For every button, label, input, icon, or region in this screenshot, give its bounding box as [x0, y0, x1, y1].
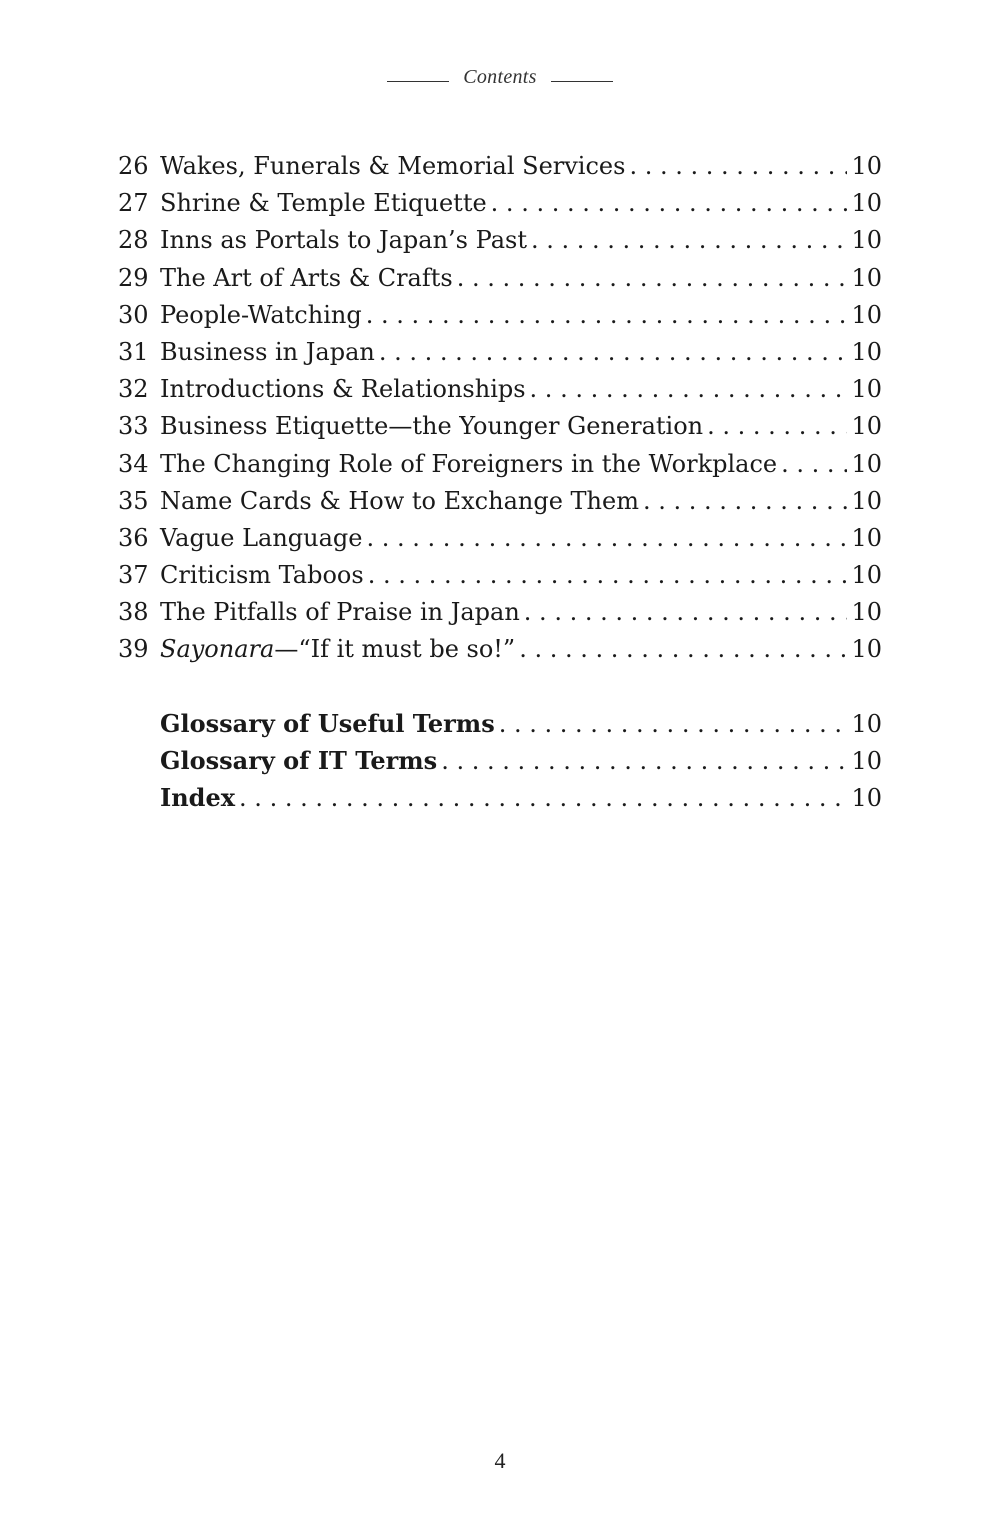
page-number: 10: [851, 337, 882, 366]
toc-entry[interactable]: [118, 594, 882, 631]
dot-leader: [453, 260, 848, 297]
dot-leader: [515, 631, 847, 668]
chapter-title: [160, 631, 515, 668]
dot-leader: [437, 743, 847, 779]
chapter-title: Criticism Taboos: [160, 561, 364, 590]
chapter-title: Vague Language: [160, 523, 363, 552]
page-number: 10: [851, 300, 882, 329]
dot-leader: [639, 483, 847, 520]
dot-leader: [364, 557, 848, 594]
chapter-number: 37: [118, 561, 149, 590]
toc-entry[interactable]: [118, 185, 882, 222]
dot-leader: [527, 222, 847, 259]
page-number: 10: [851, 152, 882, 180]
back-matter-entry[interactable]: [118, 779, 882, 816]
page-number: 10: [851, 375, 882, 404]
page-number: 10: [851, 226, 882, 255]
toc-entry[interactable]: [118, 483, 882, 520]
chapter-title: People-Watching: [160, 300, 362, 329]
chapter-title: Business Etiquette—the Younger Generation: [160, 412, 704, 441]
running-head-title: Contents: [463, 65, 537, 88]
toc-entry[interactable]: [118, 222, 882, 259]
chapter-title: Shrine & Temple Etiquette: [160, 189, 487, 218]
chapter-number: 34: [118, 449, 149, 478]
page-number: 10: [851, 598, 882, 627]
chapter-number: 27: [118, 189, 149, 218]
page-number: 10: [851, 486, 882, 515]
dot-leader: [235, 780, 847, 816]
chapter-number: 35: [118, 486, 149, 515]
toc-entry[interactable]: [118, 260, 882, 297]
page-number: 10: [851, 635, 882, 664]
back-matter-title: Index: [160, 783, 236, 813]
running-head-rule-right: [551, 81, 613, 82]
chapter-title: The Pitfalls of Praise in Japan: [160, 598, 520, 627]
chapter-title: Inns as Portals to Japan’s Past: [160, 226, 527, 255]
dot-leader: [520, 594, 848, 631]
page-number: 10: [851, 747, 882, 776]
back-matter-entry[interactable]: [118, 705, 882, 742]
chapter-number: 26: [118, 152, 149, 180]
dot-leader: [495, 706, 848, 742]
chapter-number: 29: [118, 263, 149, 292]
chapter-number: 28: [118, 226, 149, 255]
chapter-title: Wakes, Funerals & Memorial Services: [160, 152, 626, 180]
chapter-title: The Art of Arts & Crafts: [160, 263, 453, 292]
page-number: 10: [851, 263, 882, 292]
toc-entry[interactable]: [118, 408, 882, 445]
page-number: 10: [851, 561, 882, 590]
running-head-rule-left: [387, 81, 449, 82]
toc-entry[interactable]: [118, 520, 882, 557]
page-number: 10: [851, 412, 882, 441]
dot-leader: [703, 408, 847, 445]
back-matter-title: Glossary of Useful Terms: [160, 709, 495, 738]
chapter-title: Business in Japan: [160, 337, 375, 366]
page-folio: 4: [494, 1448, 506, 1473]
dot-leader: [487, 185, 848, 222]
chapter-title: The Changing Role of Foreigners in the Workplace: [160, 449, 778, 478]
dot-leader: [625, 148, 847, 185]
page-number: 10: [851, 710, 882, 738]
toc-entry[interactable]: [118, 446, 882, 483]
chapter-number: 39: [118, 635, 149, 664]
back-matter-list: [118, 705, 882, 817]
page-number: 10: [851, 189, 882, 218]
chapter-title-italic: Sayonara: [160, 635, 275, 664]
toc-entry[interactable]: [118, 557, 882, 594]
page-number: 10: [851, 449, 882, 478]
toc-entry[interactable]: [118, 334, 882, 371]
chapter-number: 30: [118, 300, 149, 329]
chapter-title: Introductions & Relationships: [160, 375, 526, 404]
dot-leader: [375, 334, 848, 371]
toc-entry[interactable]: [118, 148, 882, 185]
chapter-number: 38: [118, 598, 149, 627]
back-matter-title: Glossary of IT Terms: [160, 746, 438, 776]
chapter-number: 31: [118, 337, 149, 366]
dot-leader: [777, 446, 847, 483]
page-number: 10: [851, 784, 882, 813]
chapter-number: 33: [118, 412, 149, 441]
chapter-title-rest: —“If it must be so!”: [274, 635, 516, 664]
chapter-title: Name Cards & How to Exchange Them: [160, 486, 639, 515]
toc-entry[interactable]: [118, 297, 882, 334]
toc-entry[interactable]: [118, 371, 882, 408]
toc-entry[interactable]: [118, 631, 882, 668]
dot-leader: [526, 371, 848, 408]
dot-leader: [362, 297, 848, 334]
running-head: [0, 62, 1000, 92]
page-number: 10: [851, 523, 882, 552]
back-matter-entry[interactable]: [118, 742, 882, 779]
chapter-number: 36: [118, 523, 149, 552]
chapter-number: 32: [118, 375, 149, 404]
contents-list: [118, 148, 882, 669]
dot-leader: [363, 520, 848, 557]
